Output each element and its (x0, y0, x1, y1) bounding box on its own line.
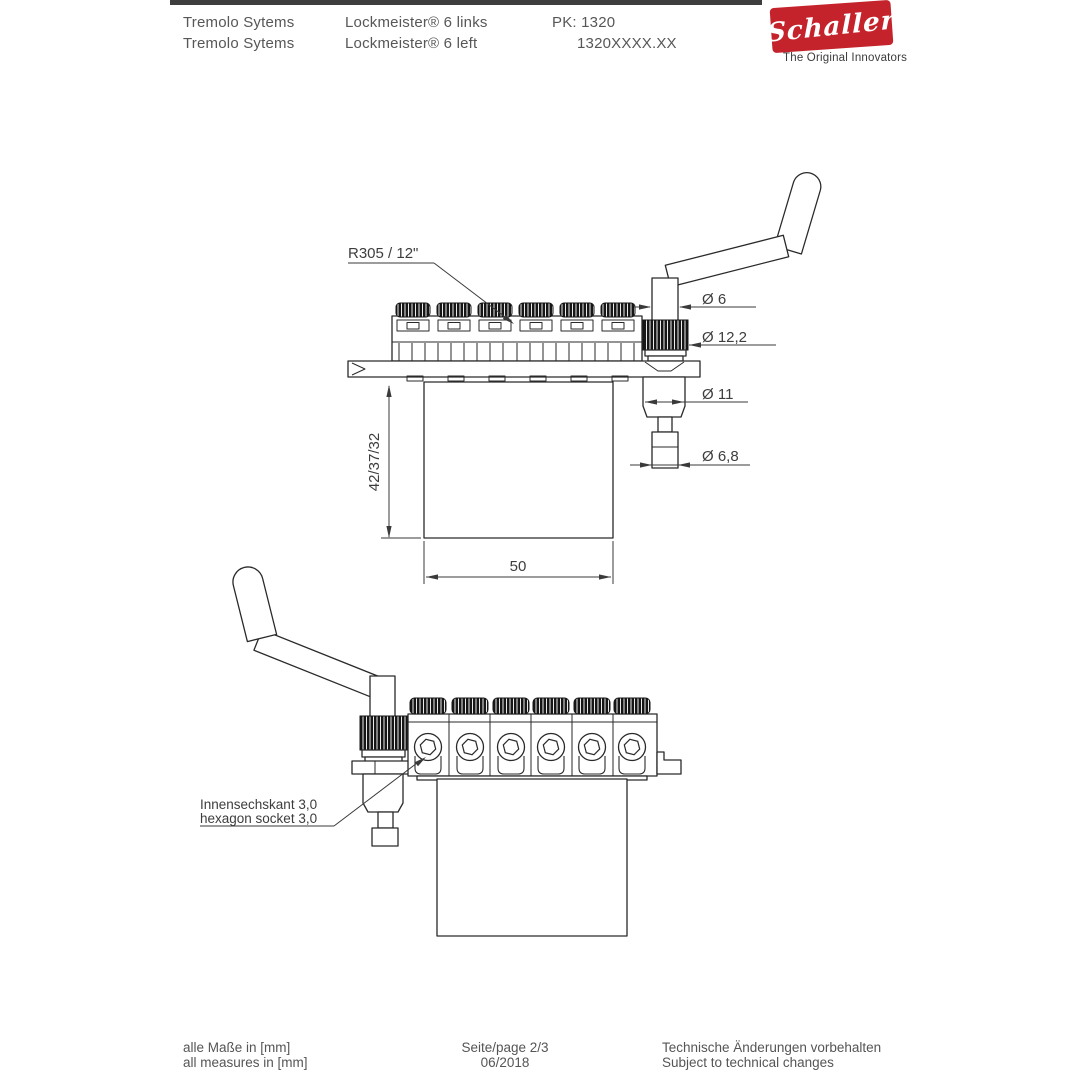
block-width-label: 50 (509, 558, 527, 575)
units-note-de: alle Maße in [mm] (183, 1040, 291, 1055)
brand-wordmark: Schaller (767, 4, 896, 49)
arm-bushing-side (643, 377, 685, 468)
bridge-body-side (392, 316, 642, 361)
side-view-drawing (348, 173, 821, 538)
revision-date: 06/2018 (480, 1054, 530, 1070)
part-number: PK: 1320 (552, 14, 616, 31)
tremolo-arm-side (652, 173, 821, 322)
page-number: Seite/page 2/3 (461, 1040, 549, 1055)
sustain-block-front (437, 779, 627, 936)
change-notice-en: Subject to technical changes (662, 1054, 834, 1070)
front-view-drawing (200, 567, 681, 936)
shaft-diameter-label: Ø 6,8 (702, 448, 739, 465)
fine-tuner-knobs-side (396, 303, 635, 317)
brand-tagline: The Original Innovators (783, 52, 908, 64)
arm-collar-knurled (643, 320, 688, 361)
model-name-de: Lockmeister® 6 links (345, 14, 488, 31)
block-height-label: 42/37/32 (366, 432, 383, 492)
collar-diameter-label: Ø 12,2 (702, 329, 748, 346)
footer-notice (662, 1041, 881, 1070)
change-notice-de: Technische Änderungen vorbehalten (662, 1040, 882, 1055)
product-name-de: Tremolo Sytems (183, 14, 295, 31)
fine-tuner-knobs-front (410, 698, 650, 714)
bushing-diameter-label: Ø 11 (702, 386, 734, 403)
hex-socket-label-de: Innensechskant 3,0 (200, 797, 318, 812)
right-mounting-flange (657, 752, 681, 774)
units-note-en: all measures in [mm] (183, 1054, 308, 1070)
footer-units (183, 1041, 308, 1070)
hex-socket-label-en: hexagon socket 3,0 (200, 811, 318, 826)
model-name-en: Lockmeister® 6 left (345, 35, 478, 52)
arm-diameter-label: Ø 6 (702, 291, 727, 308)
arm-collar-knurled-front (360, 716, 407, 762)
footer-page (415, 1041, 595, 1070)
part-number-mask: 1320XXXX.XX (577, 35, 677, 52)
radius-label: R305 / 12" (348, 245, 419, 262)
tremolo-arm-front (233, 567, 395, 718)
product-name-en: Tremolo Sytems (183, 35, 295, 52)
sustain-block-side (424, 382, 613, 538)
